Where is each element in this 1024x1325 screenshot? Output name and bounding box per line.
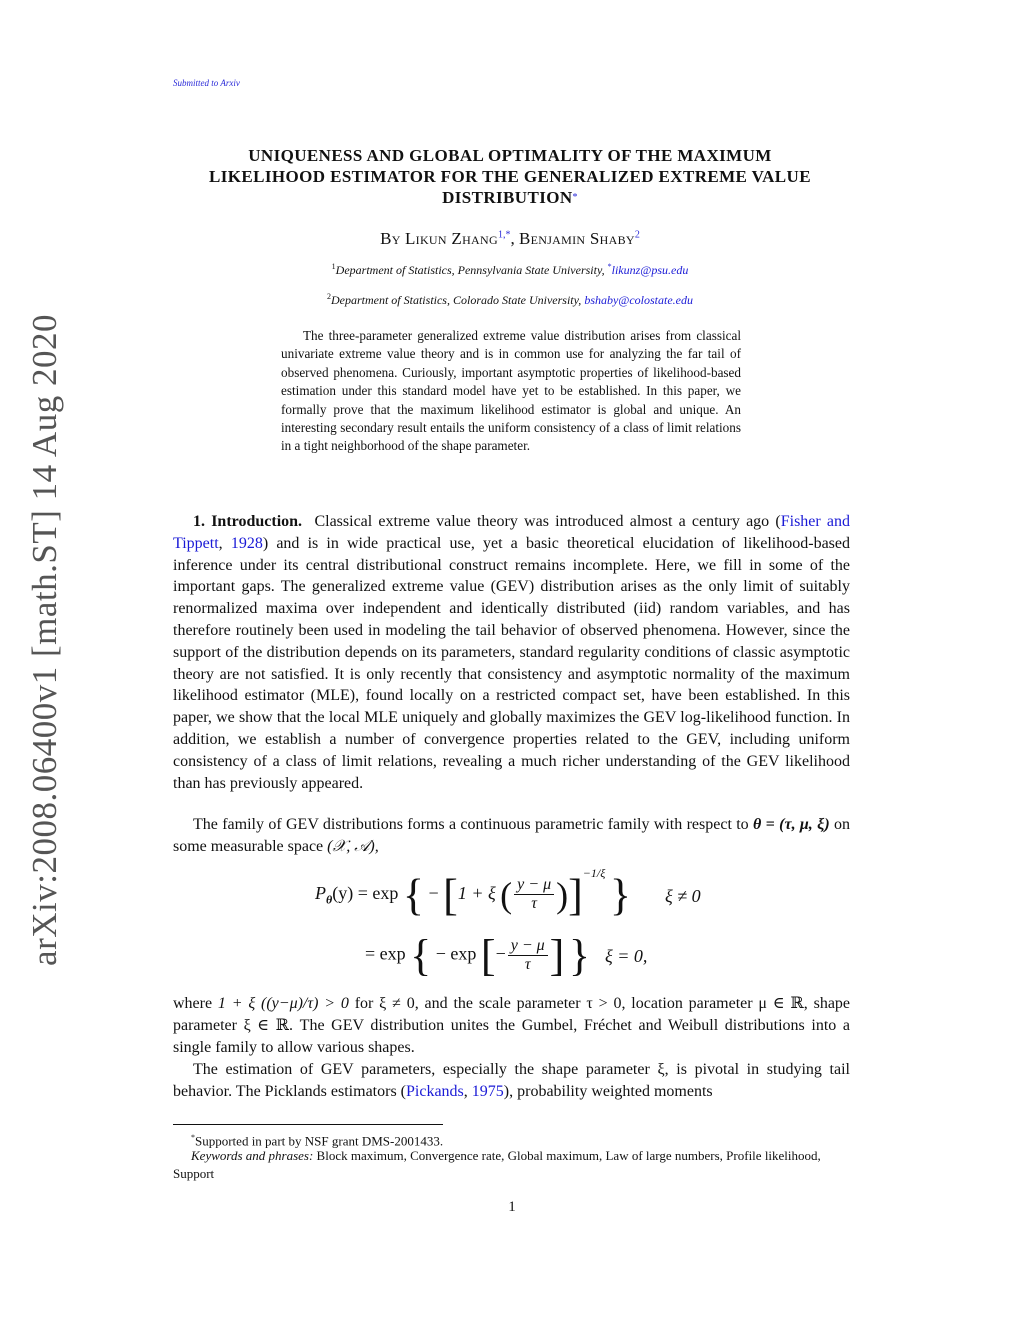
affiliation-2-text: Department of Statistics, Colorado State University, — [330, 293, 582, 307]
equation-gev-cdf — [315, 866, 631, 920]
p3-a: where — [173, 995, 213, 1012]
title-footnote-mark[interactable]: * — [572, 192, 578, 203]
equation-gumbel — [365, 930, 590, 981]
affiliation-1-mark: 1 — [331, 262, 336, 271]
title-line-2: LIKELIHOOD ESTIMATOR FOR THE GENERALIZED EXTREME VALUE — [209, 167, 811, 186]
by-label: By — [380, 229, 401, 248]
eq2-fraction — [508, 937, 548, 974]
author-separator: , — [510, 229, 515, 248]
citation-1928[interactable]: 1928 — [230, 534, 263, 552]
eq-paren-close: ) — [556, 874, 569, 915]
eq-fraction — [514, 876, 554, 913]
eq2-numerator: y − μ — [508, 937, 548, 956]
eq-brace-close: } — [609, 870, 631, 920]
author-2-mark[interactable]: 2 — [634, 229, 640, 241]
paper-title — [150, 145, 870, 208]
p2-b: on some measurable space — [173, 816, 851, 855]
p4-b: ), probability weighted moments — [503, 1082, 713, 1100]
eq2-lhs: = exp — [365, 943, 406, 964]
eq-lhs-arg: (y) = exp — [332, 883, 399, 903]
footnote-divider — [173, 1124, 443, 1125]
affiliation-1-text: Department of Statistics, Pennsylvania State University, — [335, 263, 605, 277]
eq-bracket-close: ] — [568, 870, 583, 920]
author-line — [150, 229, 870, 249]
email-link-1[interactable]: likunz@psu.edu — [611, 263, 689, 277]
page-number: 1 — [508, 1199, 516, 1215]
p2-a: The family of GEV distributions forms a continuous parametric family with respect to — [193, 816, 749, 833]
keywords-label: Keywords and phrases: — [191, 1148, 314, 1163]
eq-brace-open: { — [402, 870, 424, 920]
affiliation-2-mark: 2 — [326, 292, 331, 301]
eq2-minus: − — [495, 943, 506, 964]
citation-pickands[interactable]: Pickands — [406, 1082, 464, 1100]
author-1-mark[interactable]: 1,* — [497, 229, 511, 241]
eq2-bracket-close: ] — [549, 931, 565, 980]
intro-paragraph-1: 1. Introduction. Classical extreme value theory was introduced almost a century ago (Fisher and Tippett, 1928) and is in wide practical use, yet a basic theoretical elucidation of likelihood-based inference under its central distributional construct remains incomplete. Here, we fill in some of the important gaps. The generalized extreme value (GEV) distribution arises as the only limit of suitably renormalized maxima over independent and identically distributed (iid) random variables, and has therefore routinely been used in modeling the tail behavior of observed phenomena. However, since the support of the distribution depends on its parameters, standard regularity conditions of classic asymptotic theory are not satisfied. It is only recently that consistency and asymptotic normality of the maximum likelihood estimator (MLE), found locally on a restricted compact set, have been established. In this paper, we show that the local MLE uniquely and globally maximizes the GEV log-likelihood function. In addition, we establish a number of convergence properties related to the GEV, including uniform consistency of a class of limit relations, revealing a much richer understanding of the GEV likelihood than has previously appeared. — [173, 513, 851, 792]
p4-a: The estimation of GEV parameters, especially the shape parameter ξ, is pivotal in studying tail behavior. The Picklands estimators ( — [173, 1061, 850, 1100]
intro-paragraph-4: The estimation of GEV parameters, especially the shape parameter ξ, is pivotal in studying tail behavior. The Picklands estimators (Pickands, 1975), probability weighted moments — [173, 1061, 850, 1100]
eq-paren-open: ( — [500, 874, 513, 915]
affiliation-1 — [150, 262, 870, 278]
intro-paragraph-2 — [173, 814, 850, 858]
keywords-text: Block maximum, Convergence rate, Global maximum, Law of large numbers, Profile likelihood, Support — [173, 1148, 821, 1181]
eq2-brace-close: } — [568, 931, 590, 980]
email-star-mark: * — [607, 262, 612, 271]
eq2-brace-open: { — [410, 931, 432, 980]
author-1: Likun Zhang — [404, 229, 498, 248]
footnote-funding-text: Supported in part by NSF grant DMS-2001433. — [195, 1133, 444, 1149]
p1-rest: ) and is in wide practical use, yet a basic theoretical elucidation of likelihood-based inference under its central distributional construct remains incomplete. Here, we fill in some of the important gaps. The generalized extreme value (GEV) distribution arises as the only limit of suitably renormalized maxima over independent and identically distributed (iid) random variables, and has therefore routinely been used in modeling the tail behavior of observed phenomena. However, since the support of the distribution depends on its parameters, standard regularity conditions of classic asymptotic theory are not satisfied. It is only recently that consistency and asymptotic normality of the maximum likelihood estimator (MLE), found locally on a restricted compact set, have been established. In this paper, we show that the local MLE uniquely and globally maximizes the GEV log-likelihood function. In addition, we establish a number of convergence properties related to the GEV, including uniform consistency of a class of limit relations, revealing a much richer understanding of the GEV likelihood than has previously appeared. — [173, 534, 851, 792]
eq-one-plus-xi: 1 + ξ — [457, 883, 496, 903]
affiliation-2 — [150, 292, 870, 308]
measurable-space: (𝒳, 𝒜), — [327, 837, 379, 855]
theta-def: θ = (τ, μ, ξ) — [753, 816, 830, 833]
abstract: The three-parameter generalized extreme value distribution arises from classical univariate extreme value theory and is in common use for analyzing the far tail of observed phenomena. Curiously, important asymptotic properties of likelihood-based estimation under this standard model have yet to be established. In this paper, we formally prove that the maximum likelihood estimator is global and unique. An interesting secondary result entails the uniform consistency of a class of limit relations in a tight neighborhood of the shape parameter. — [281, 328, 741, 454]
title-line-1: UNIQUENESS AND GLOBAL OPTIMALITY OF THE MAXIMUM — [248, 146, 772, 165]
eq-lhs: P — [315, 883, 326, 903]
p1-start: Classical extreme value theory was introduced almost a century ago ( — [314, 513, 781, 530]
eq-bracket-open: [ — [443, 870, 458, 920]
citation-fisher-tippett[interactable]: Fisher and Tippett — [173, 513, 851, 552]
condition-xi-zero: ξ = 0, — [605, 946, 648, 966]
arxiv-identifier[interactable]: arXiv:2008.06400v1 [math.ST] 14 Aug 2020 — [25, 314, 64, 966]
eq-exponent: −1/ξ — [582, 866, 606, 880]
intro-paragraph-3 — [173, 993, 850, 1058]
footnote-star: * — [191, 1133, 195, 1142]
eq2-denominator: τ — [524, 956, 531, 973]
eq-minus: − — [428, 883, 439, 903]
eq2-bracket-open: [ — [480, 931, 496, 980]
support-condition: 1 + ξ ((y−μ)/τ) > 0 — [217, 995, 349, 1012]
eq-numerator: y − μ — [514, 876, 554, 895]
title-line-3 — [150, 187, 870, 208]
author-2: Benjamin Shaby — [518, 229, 635, 248]
eq-lhs-sub: θ — [326, 892, 333, 907]
section-heading: 1. Introduction. — [193, 513, 303, 530]
eq-denominator: τ — [531, 895, 537, 913]
email-link-2[interactable]: bshaby@colostate.edu — [584, 293, 693, 307]
citation-1975[interactable]: 1975 — [471, 1082, 504, 1100]
submitted-note: Submitted to Arxiv — [173, 78, 240, 88]
eq2-minus-exp: − exp — [435, 943, 477, 964]
title-line-3-text: DISTRIBUTION — [442, 188, 573, 207]
p3-b: for ξ ≠ 0, and the scale parameter τ > 0, location parameter μ ∈ ℝ, shape parameter ξ ∈ ℝ. The GEV distribution unites the Gumbel, Fréchet and Weibull distributions into a single family to allow various shapes. — [173, 995, 851, 1056]
condition-xi-nonzero: ξ ≠ 0 — [665, 886, 701, 906]
footnote-keywords — [173, 1147, 850, 1183]
